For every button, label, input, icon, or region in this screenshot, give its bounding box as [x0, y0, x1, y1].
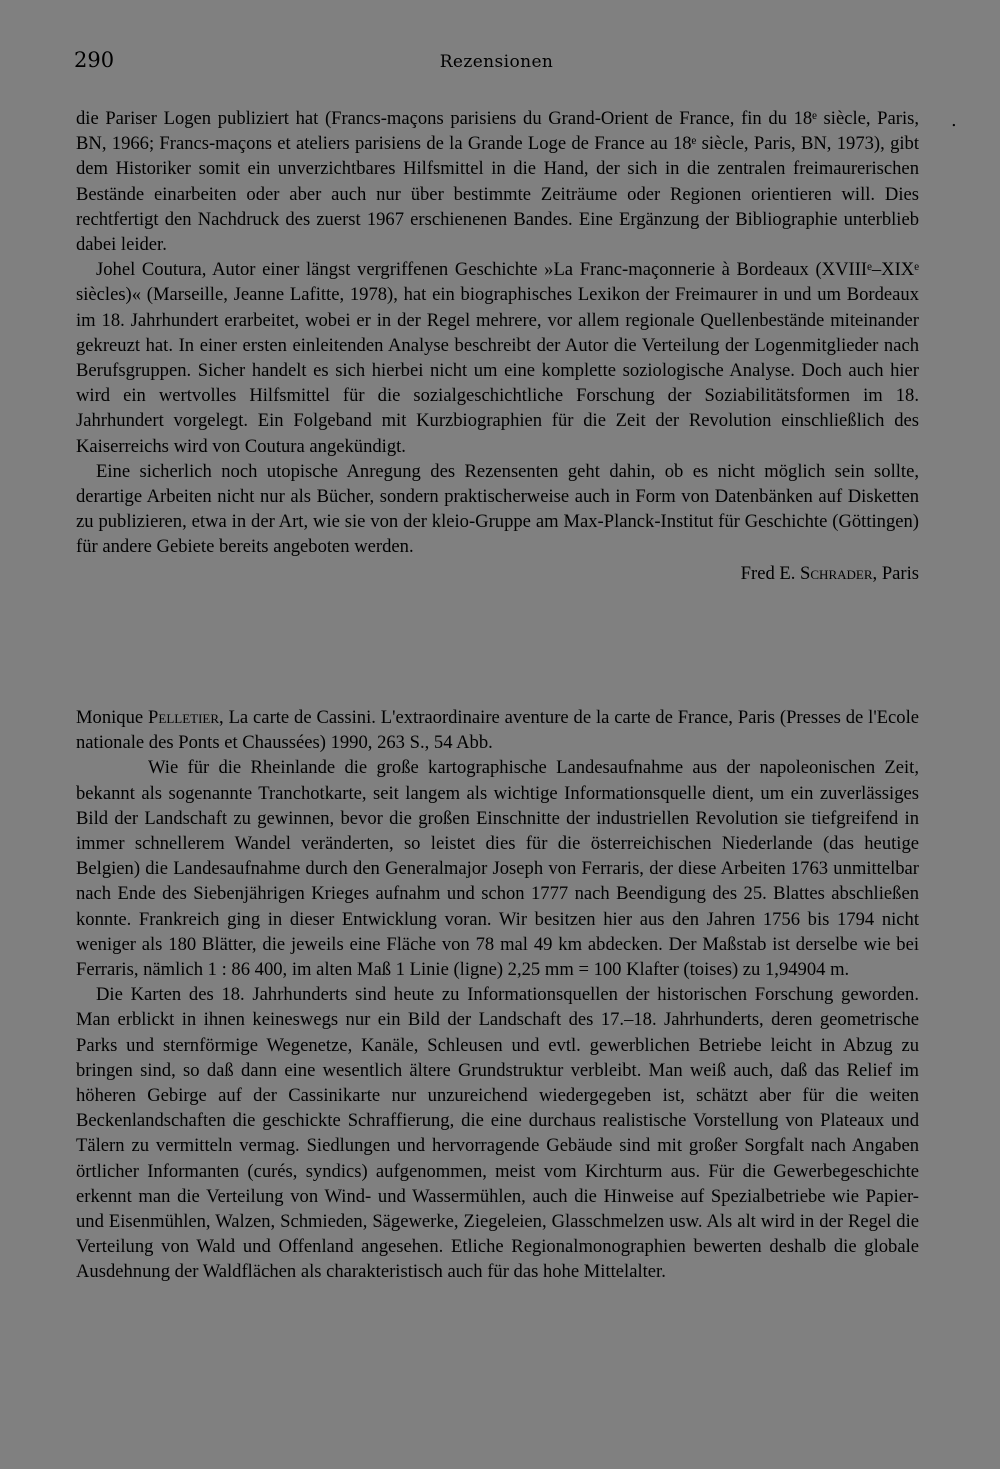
- book-citation: [76, 705, 919, 755]
- signature-prefix: Fred E.: [740, 562, 801, 584]
- review2-paragraph-1: Wie für die Rheinlande die große kartographische Landesaufnahme aus der napoleonischen Zeit, bekannt als sogenannte Tranchotkarte, seit langem als wichtige Informationsquelle dient, um ein zuverlässiges Bild der Landschaft zu gewinnen, bevor die großen Einschnitte der industriellen Revolution sie tiefgreifend in immer schnellerem Wandel veränderten, so leistet dies für die österreichischen Niederlande (das heutige Belgien) die Landesaufnahme durch den Generalmajor Joseph von Ferraris, der diese Arbeiten 1763 unmittelbar nach Ende des Siebenjährigen Krieges aufnahm und schon 1777 nach Beendigung des 25. Blattes abschließen konnte. Frankreich ging in dieser Entwicklung voran. Wir besitzen hier aus den Jahren 1756 bis 1794 nicht weniger als 180 Blätter, die jeweils eine Fläche von 78 mal 49 km abdecken. Der Maßstab ist derselbe wie bei Ferraris, nämlich 1 : 86 400, im alten Maß 1 Linie (ligne) 2,25 mm = 100 Klafter (toises) zu 1,94904 m.: [76, 757, 919, 981]
- review-freemasons: [76, 106, 919, 586]
- reviewer-signature: [76, 561, 919, 586]
- review1-paragraph-3: Eine sicherlich noch utopische Anregung des Rezensenten geht dahin, ob es nicht möglich sein sollte, derartige Arbeiten nicht nur als Bücher, sondern praktischerweise auch in Form von Datenbänken auf Disketten zu publizieren, etwa in der Art, wie sie von der kleio-Gruppe am Max-Planck-Institut für Geschichte (Göttingen) für andere Gebiete bereits angeboten werden.: [76, 460, 919, 558]
- running-head: Rezensionen: [439, 52, 554, 72]
- review1-paragraph-1: die Pariser Logen publiziert hat (Francs-maçons parisiens du Grand-Orient de France, fin du 18ᵉ siècle, Paris, BN, 1966; Francs-maçons et ateliers parisiens de la Grande Loge de France au 18ᵉ siècle, Paris, BN, 1973), gibt dem Historiker somit ein unverzichtbares Hilfsmittel in die Hand, der sich in die zentralen freimaurerischen Bestände einarbeiten oder aber auch nur über bestimmte Zeiträume oder Regionen orientieren will. Dies rechtfertigt den Nachdruck des zuerst 1967 erschienenen Bandes. Eine Ergänzung der Bibliographie unterblieb dabei leider.: [76, 108, 919, 256]
- stray-mark: .: [951, 110, 957, 131]
- book-author-first: Monique: [76, 707, 149, 728]
- reviewer-surname: Schrader: [800, 562, 873, 584]
- book-author-last: Pelletier: [148, 707, 220, 728]
- book-title-details: , La carte de Cassini. L'extraordinaire aventure de la carte de France, Paris (Presses de l'Ecole nationale des Ponts et Chaussées) 1990, 263 S., 54 Abb.: [76, 707, 919, 754]
- review2-paragraph-2: Die Karten des 18. Jahrhunderts sind heute zu Informationsquellen der historischen Forschung geworden. Man erblickt in ihnen keineswegs nur ein Bild der Landschaft des 17.–18. Jahrhunderts, deren geometrische Parks und sternförmige Wegenetze, Kanäle, Schleusen und evtl. gewerblichen Betriebe leicht in Abzug zu bringen sind, so daß dann eine wesentlich ältere Grundstruktur verbleibt. Man weiß auch, daß das Relief im höheren Gebirge auf der Cassinikarte nur unzureichend wiedergegeben ist, schätzt aber für die weiten Beckenlandschaften die geschickte Schraffierung, die eine durchaus realistische Vorstellung von Plateaux und Tälern zu vermitteln vermag. Siedlungen und hervorragende Gebäude sind mit großer Sorgfalt nach Angaben örtlicher Informanten (curés, syndics) aufgenommen, meist vom Kirchturm aus. Für die Gewerbegeschichte erkennt man die Verteilung von Wind- und Wassermühlen, auch die Hinweise auf Spezialbetriebe wie Papier- und Eisenmühlen, Walzen, Schmieden, Sägewerke, Ziegeleien, Glasschmelzen usw. Als alt wird in der Regel die Verteilung von Wald und Offenland angesehen. Etliche Regionalmonographien bewerten deshalb die globale Ausdehnung der Waldflächen als charakteristisch auch für das hohe Mittelalter.: [76, 984, 919, 1283]
- page-number: 290: [74, 48, 115, 72]
- review1-paragraph-2: Johel Coutura, Autor einer längst vergriffenen Geschichte »La Franc-maçonnerie à Bordeaux (XVIIIᵉ–XIXᵉ siècles)« (Marseille, Jeanne Lafitte, 1978), hat ein biographisches Lexikon der Freimaurer in und um Bordeaux im 18. Jahrhundert erarbeitet, wobei er in der Regel mehrere, vor allem regionale Quellenbestände miteinander gekreuzt hat. In einer ersten einleitenden Analyse beschreibt der Autor die Verteilung der Logenmitglieder nach Berufsgruppen. Sicher handelt es sich hierbei nicht um eine komplette soziologische Analyse. Doch auch hier wird ein wertvolles Hilfsmittel für die sozialgeschichtliche Forschung der Soziabilitätsformen im 18. Jahrhundert vorgelegt. Ein Folgeband mit Kurzbiographien für die Zeit der Revolution einschließlich des Kaiserreichs wird von Coutura angekündigt.: [76, 259, 919, 457]
- page-header: [74, 48, 919, 78]
- signature-location: , Paris: [872, 562, 919, 584]
- review-cassini: [76, 705, 919, 1285]
